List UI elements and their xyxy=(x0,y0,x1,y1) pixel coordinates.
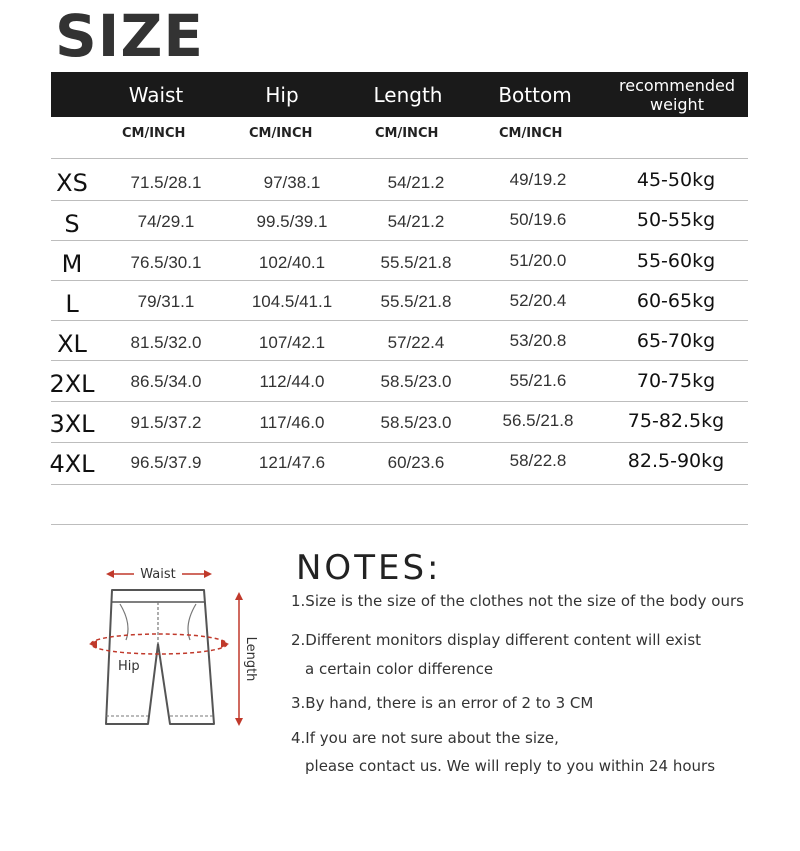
header-length: Length xyxy=(373,82,443,107)
waist-value: 91.5/37.2 xyxy=(130,413,202,432)
hip-label: Hip xyxy=(118,659,140,674)
length-value: 58.5/23.0 xyxy=(380,372,452,391)
size-label: 4XL xyxy=(49,450,95,478)
waist-value: 71.5/28.1 xyxy=(130,173,202,192)
note-2: 2.Different monitors display different content will exist xyxy=(291,631,702,649)
hip-value: 97/38.1 xyxy=(263,173,321,192)
hip-value: 121/47.6 xyxy=(258,453,326,472)
note-4: 4.If you are not sure about the size, xyxy=(291,729,559,747)
header-waist: Waist xyxy=(128,82,184,107)
header-recommended: recommended xyxy=(619,75,735,95)
weight-value: 82.5-90kg xyxy=(627,450,725,472)
table-row xyxy=(51,200,748,240)
table-row xyxy=(51,320,748,360)
bottom-value: 51/20.0 xyxy=(509,251,567,270)
size-label: 3XL xyxy=(49,410,95,438)
page-title: SIZE xyxy=(55,2,205,70)
length-value: 60/23.6 xyxy=(387,453,445,472)
length-value: 54/21.2 xyxy=(387,212,445,231)
table-header xyxy=(51,72,748,117)
shorts-measurement-diagram xyxy=(76,552,286,742)
unit-bottom: CM/INCH xyxy=(499,126,563,141)
weight-value: 55-60kg xyxy=(636,250,716,272)
unit-waist: CM/INCH xyxy=(122,126,186,141)
note-3: 3.By hand, there is an error of 2 to 3 CM xyxy=(291,694,594,712)
length-value: 57/22.4 xyxy=(387,333,445,352)
header-hip: Hip xyxy=(265,82,299,107)
hip-value: 117/46.0 xyxy=(259,413,325,432)
table-row xyxy=(51,401,748,441)
table-row xyxy=(51,360,748,400)
note-4-continued: please contact us. We will reply to you within 24 hours xyxy=(305,757,716,775)
weight-value: 75-82.5kg xyxy=(627,410,725,432)
hip-value: 112/44.0 xyxy=(259,372,325,391)
hip-value: 99.5/39.1 xyxy=(256,212,328,231)
waist-value: 76.5/30.1 xyxy=(130,253,202,272)
header-weight: weight xyxy=(650,94,704,114)
weight-value: 50-55kg xyxy=(636,209,716,231)
weight-value: 70-75kg xyxy=(636,370,716,392)
note-2-continued: a certain color difference xyxy=(305,660,494,678)
bottom-value: 49/19.2 xyxy=(509,170,567,189)
header-bottom: Bottom xyxy=(498,82,572,107)
bottom-value: 52/20.4 xyxy=(509,291,567,310)
size-label: S xyxy=(64,210,80,238)
hip-value: 107/42.1 xyxy=(258,333,326,352)
size-label: L xyxy=(65,290,79,318)
size-label: XS xyxy=(56,169,88,197)
length-label: Length xyxy=(243,636,258,682)
table-bottom-divider xyxy=(51,484,748,485)
waist-value: 81.5/32.0 xyxy=(130,333,202,352)
weight-value: 65-70kg xyxy=(636,330,716,352)
waist-value: 74/29.1 xyxy=(137,212,195,231)
unit-length: CM/INCH xyxy=(375,126,439,141)
table-row xyxy=(51,280,748,320)
waist-value: 96.5/37.9 xyxy=(130,453,202,472)
waist-value: 86.5/34.0 xyxy=(130,372,202,391)
bottom-value: 50/19.6 xyxy=(509,210,567,229)
table-row xyxy=(51,442,748,482)
table-row xyxy=(51,158,748,198)
size-label: 2XL xyxy=(49,370,95,398)
section-divider xyxy=(51,524,748,525)
waist-value: 79/31.1 xyxy=(137,292,195,311)
table-row xyxy=(51,240,748,280)
bottom-value: 55/21.6 xyxy=(509,371,567,390)
size-label: XL xyxy=(57,330,87,358)
shorts-illustration xyxy=(76,552,286,742)
unit-hip: CM/INCH xyxy=(249,126,313,141)
length-value: 54/21.2 xyxy=(387,173,445,192)
size-label: M xyxy=(61,250,83,278)
header-recommended-weight xyxy=(606,72,748,117)
weight-value: 45-50kg xyxy=(636,169,716,191)
weight-value: 60-65kg xyxy=(636,290,716,312)
hip-value: 104.5/41.1 xyxy=(251,292,333,311)
bottom-value: 58/22.8 xyxy=(509,451,567,470)
notes-title: NOTES: xyxy=(296,548,442,588)
note-1: 1.Size is the size of the clothes not the size of the body ours xyxy=(291,592,744,610)
length-value: 55.5/21.8 xyxy=(380,292,452,311)
length-value: 55.5/21.8 xyxy=(380,253,452,272)
waist-label: Waist xyxy=(140,567,176,582)
length-value: 58.5/23.0 xyxy=(380,413,452,432)
bottom-value: 53/20.8 xyxy=(509,331,567,350)
hip-value: 102/40.1 xyxy=(258,253,326,272)
bottom-value: 56.5/21.8 xyxy=(502,411,574,430)
